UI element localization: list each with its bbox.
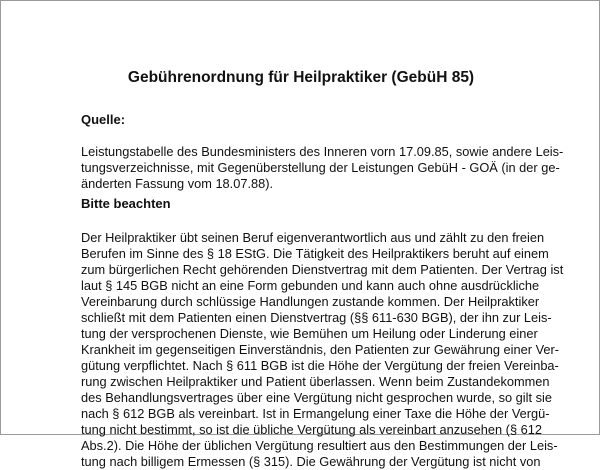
source-line: tungsverzeichnisse, mit Gegenüberstellung der Leistungen GebüH - GOÄ (in der ge- xyxy=(81,160,560,175)
body-line: tung nicht bestimmt, so ist die übliche Vergütung als vereinbart anzusehen (§ 612 xyxy=(81,422,542,437)
body-line: Vereinbarung durch schlüssige Handlungen zustande kommen. Der Heilpraktiker xyxy=(81,294,540,309)
body-line: gütung verpflichtet. Nach § 611 BGB ist die Höhe der Vergütung der freien Vereinba- xyxy=(81,358,559,373)
body-line: des Behandlungsvertrages über eine Vergütung nicht gesprochen wurde, so gilt sie xyxy=(81,390,552,405)
body-line: rung zwischen Heilpraktiker und Patient überlassen. Wenn beim Zustandekommen xyxy=(81,374,550,389)
body-line: zum bürgerlichen Recht gehörenden Dienstvertrag mit dem Patienten. Der Vertrag ist xyxy=(81,262,564,277)
document-title: Gebührenordnung für Heilpraktiker (GebüH 85) xyxy=(127,69,475,86)
body-line: schließt mit dem Patienten einen Dienstvertrag (§§ 611-630 BGB), der ihn zur Leis- xyxy=(81,310,552,325)
body-line: Berufen im Sinne des § 18 EStG. Die Tätigkeit des Heilpraktikers beruht auf einem xyxy=(81,246,549,261)
body-line: Der Heilpraktiker übt seinen Beruf eigenverantwortlich aus und zählt zu den freien xyxy=(81,230,545,245)
body-line: tung der versprochenen Dienste, wie Bemühen um Heilung oder Linderung einer xyxy=(81,326,538,341)
note-heading: Bitte beachten xyxy=(81,196,171,211)
body-line: laut § 145 BGB nicht an eine Form gebunden und kann auch ohne ausdrückliche xyxy=(81,278,540,293)
source-line: Leistungstabelle des Bundesministers des Inneren vorn 17.09.85, sowie andere Leis- xyxy=(81,144,564,159)
body-line: tung nach billigem Ermessen (§ 315). Die Gewährung der Vergütung ist nicht von xyxy=(81,454,541,469)
body-line: Krankheit im gegenseitigen Einverständnis, den Patienten zur Gewährung einer Ver- xyxy=(81,342,560,357)
body-line: Abs.2). Die Höhe der üblichen Vergütung resultiert aus den Bestimmungen der Leis- xyxy=(81,438,558,453)
source-heading: Quelle: xyxy=(81,112,126,127)
body-line: nach § 612 BGB als vereinbart. Ist in Ermangelung einer Taxe die Höhe der Vergü- xyxy=(81,406,550,421)
source-line: änderten Fassung vom 18.07.88). xyxy=(81,176,274,191)
